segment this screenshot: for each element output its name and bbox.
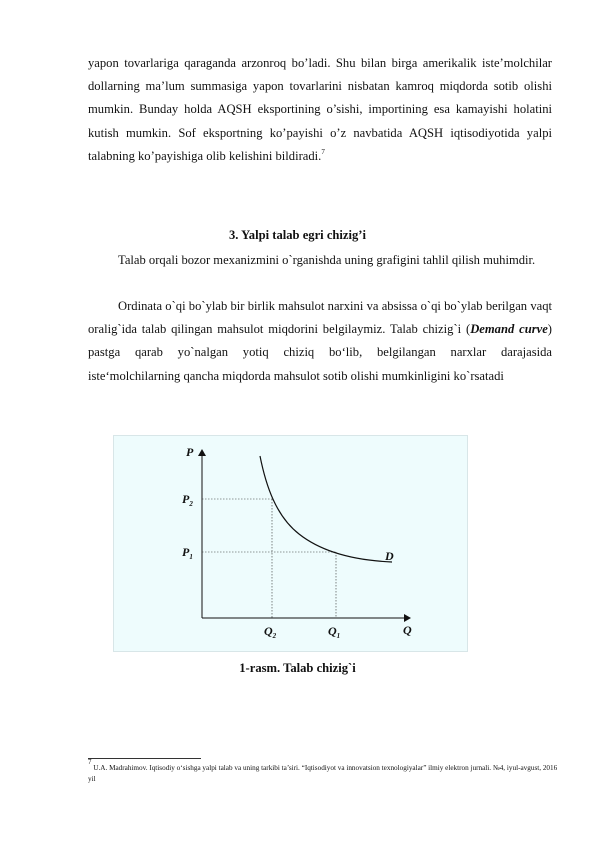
body-paragraph-3-end: ) pastga qarab yo`nalgan yotiq chiziq bo‘lib, belgilangan narxlar darajasida iste‘molchilarning qancha miqdorda mahsulot sotib olishi mumkinligini ko`rsatadi xyxy=(88,322,552,383)
demand-curve-chart xyxy=(114,436,469,653)
curve-label-D: D xyxy=(385,549,394,563)
footnote-ref[interactable]: 7 xyxy=(321,147,325,156)
x-axis-label: Q xyxy=(403,623,412,637)
body-paragraph-2: Talab orqali bozor mexanizmini o`rganishda uning grafigini tahlil qilish muhimdir. xyxy=(118,253,536,267)
body-paragraph-1 xyxy=(88,52,552,168)
body-paragraph-3 xyxy=(88,295,552,388)
y-axis-label: P xyxy=(186,445,194,459)
body-paragraph-3-start: Ordinata o`qi bo`ylab bir birlik mahsulot narxini va absissa o`qi bo`ylab berilgan vaqt oralig`ida talab qilingan mahsulot miqdorini belgilaymiz. Talab chizig`i ( xyxy=(88,299,552,337)
y-tick-label-P2: $P_2$ xyxy=(182,492,193,508)
figure-caption: 1-rasm. Talab chizig`i xyxy=(239,661,356,675)
demand-curve-term: Demand curve xyxy=(470,322,548,337)
body-paragraph-1-text: yapon tovarlariga qaraganda arzonroq bo’ladi. Shu bilan birga amerikalik iste’molchilar dollarning ma’lum summasiga yapon tovarlarini nisbatan kamroq miqdorda sotib olishi mumkin. Bunday holda AQSH eksportining o’sishi, importining esa kamayishi holatini kutish mumkin. Sof eksportning ko’payishi o’z navbatida AQSH iqtisodiyotida yalpi talabning ko’payishiga olib kelishini bildiradi. xyxy=(88,56,552,163)
demand-curve-line xyxy=(260,456,392,562)
footnote-divider xyxy=(88,758,201,759)
section-heading: 3. Yalpi talab egri chizig’i xyxy=(228,228,366,242)
demand-curve-figure xyxy=(113,435,468,652)
footnote-text: U.A. Madrahimov. Iqtisodiy o‘sishga yalpi talab va uning tarkibi ta’siri. “Iqtisodiyot va innovatsion texnologiyalar” ilmiy elektron jurnali. №4, iyul-avgust, 2016 yil xyxy=(88,764,558,783)
y-tick-label-P1: $P_1$ xyxy=(182,545,193,561)
x-tick-label-Q1: $Q_1$ xyxy=(328,624,341,640)
footnote xyxy=(88,758,558,785)
x-tick-label-Q2: $Q_2$ xyxy=(264,624,277,640)
footnote-number: 7 xyxy=(88,758,92,766)
